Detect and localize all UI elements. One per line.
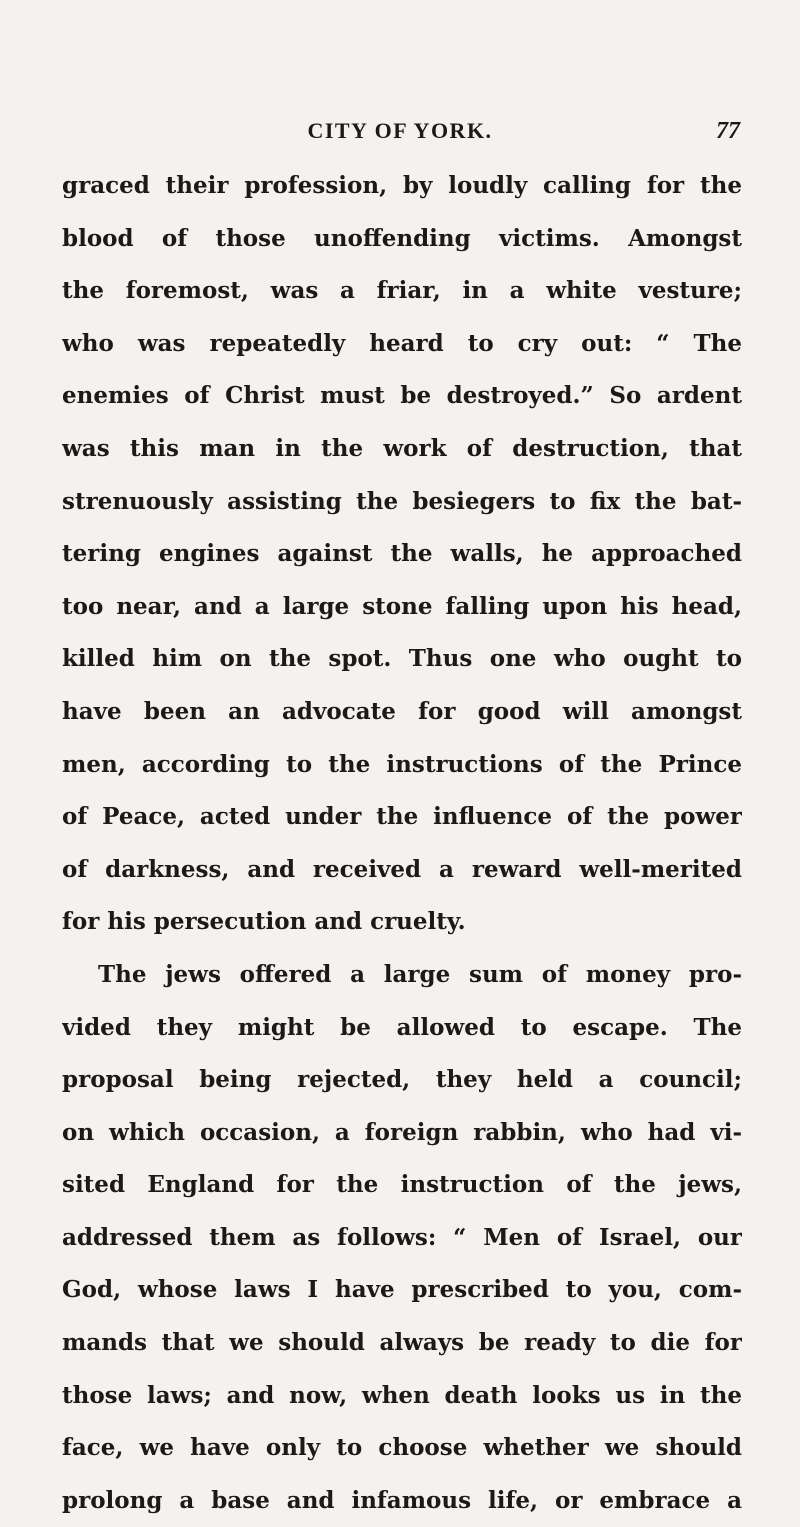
text-line: was this man in the work of destruction, that [62,434,742,462]
text-line: sited England for the instruction of the jews, [62,1171,742,1199]
text-line: of darkness, and received a reward well-merited [62,855,742,883]
text-line: The jews offered a large sum of money pro- [98,960,742,988]
text-line: mands that we should always be ready to die for [62,1329,742,1357]
text-line: who was repeatedly heard to cry out: “ The [62,329,742,357]
text-line: tering engines against the walls, he approached [62,540,742,568]
text-line: killed him on the spot. Thus one who ought to [62,645,742,673]
text-line: on which occasion, a foreign rabbin, who had vi- [62,1118,742,1146]
text-line: addressed them as follows: “ Men of Israel, our [62,1223,742,1251]
body-text [62,160,742,1527]
text-line: the foremost, was a friar, in a white vesture; [62,277,742,305]
text-line: proposal being rejected, they held a council; [62,1066,742,1094]
text-line: enemies of Christ must be destroyed.” So ardent [62,382,742,410]
running-title: CITY OF YORK. [307,118,493,143]
text-line: of Peace, acted under the influence of the power [62,803,742,831]
text-line: prolong a base and infamous life, or embrace a [62,1486,742,1514]
text-line: blood of those unoffending victims. Amongst [62,224,742,252]
running-head [60,118,740,148]
text-line: God, whose laws I have prescribed to you, com- [62,1276,742,1304]
text-line: too near, and a large stone falling upon his head, [62,592,742,620]
text-line: vided they might be allowed to escape. The [62,1013,742,1041]
page-number: 77 [716,118,740,144]
text-line: those laws; and now, when death looks us in the [62,1381,742,1409]
text-line: graced their profession, by loudly calling for the [62,172,742,199]
text-line: face, we have only to choose whether we should [62,1434,742,1462]
text-line: have been an advocate for good will amongst [62,697,742,725]
text-line: strenuously assisting the besiegers to fix the bat- [62,487,742,515]
text-line: men, according to the instructions of the Prince [62,750,742,778]
text-line: for his persecution and cruelty. [62,908,466,936]
